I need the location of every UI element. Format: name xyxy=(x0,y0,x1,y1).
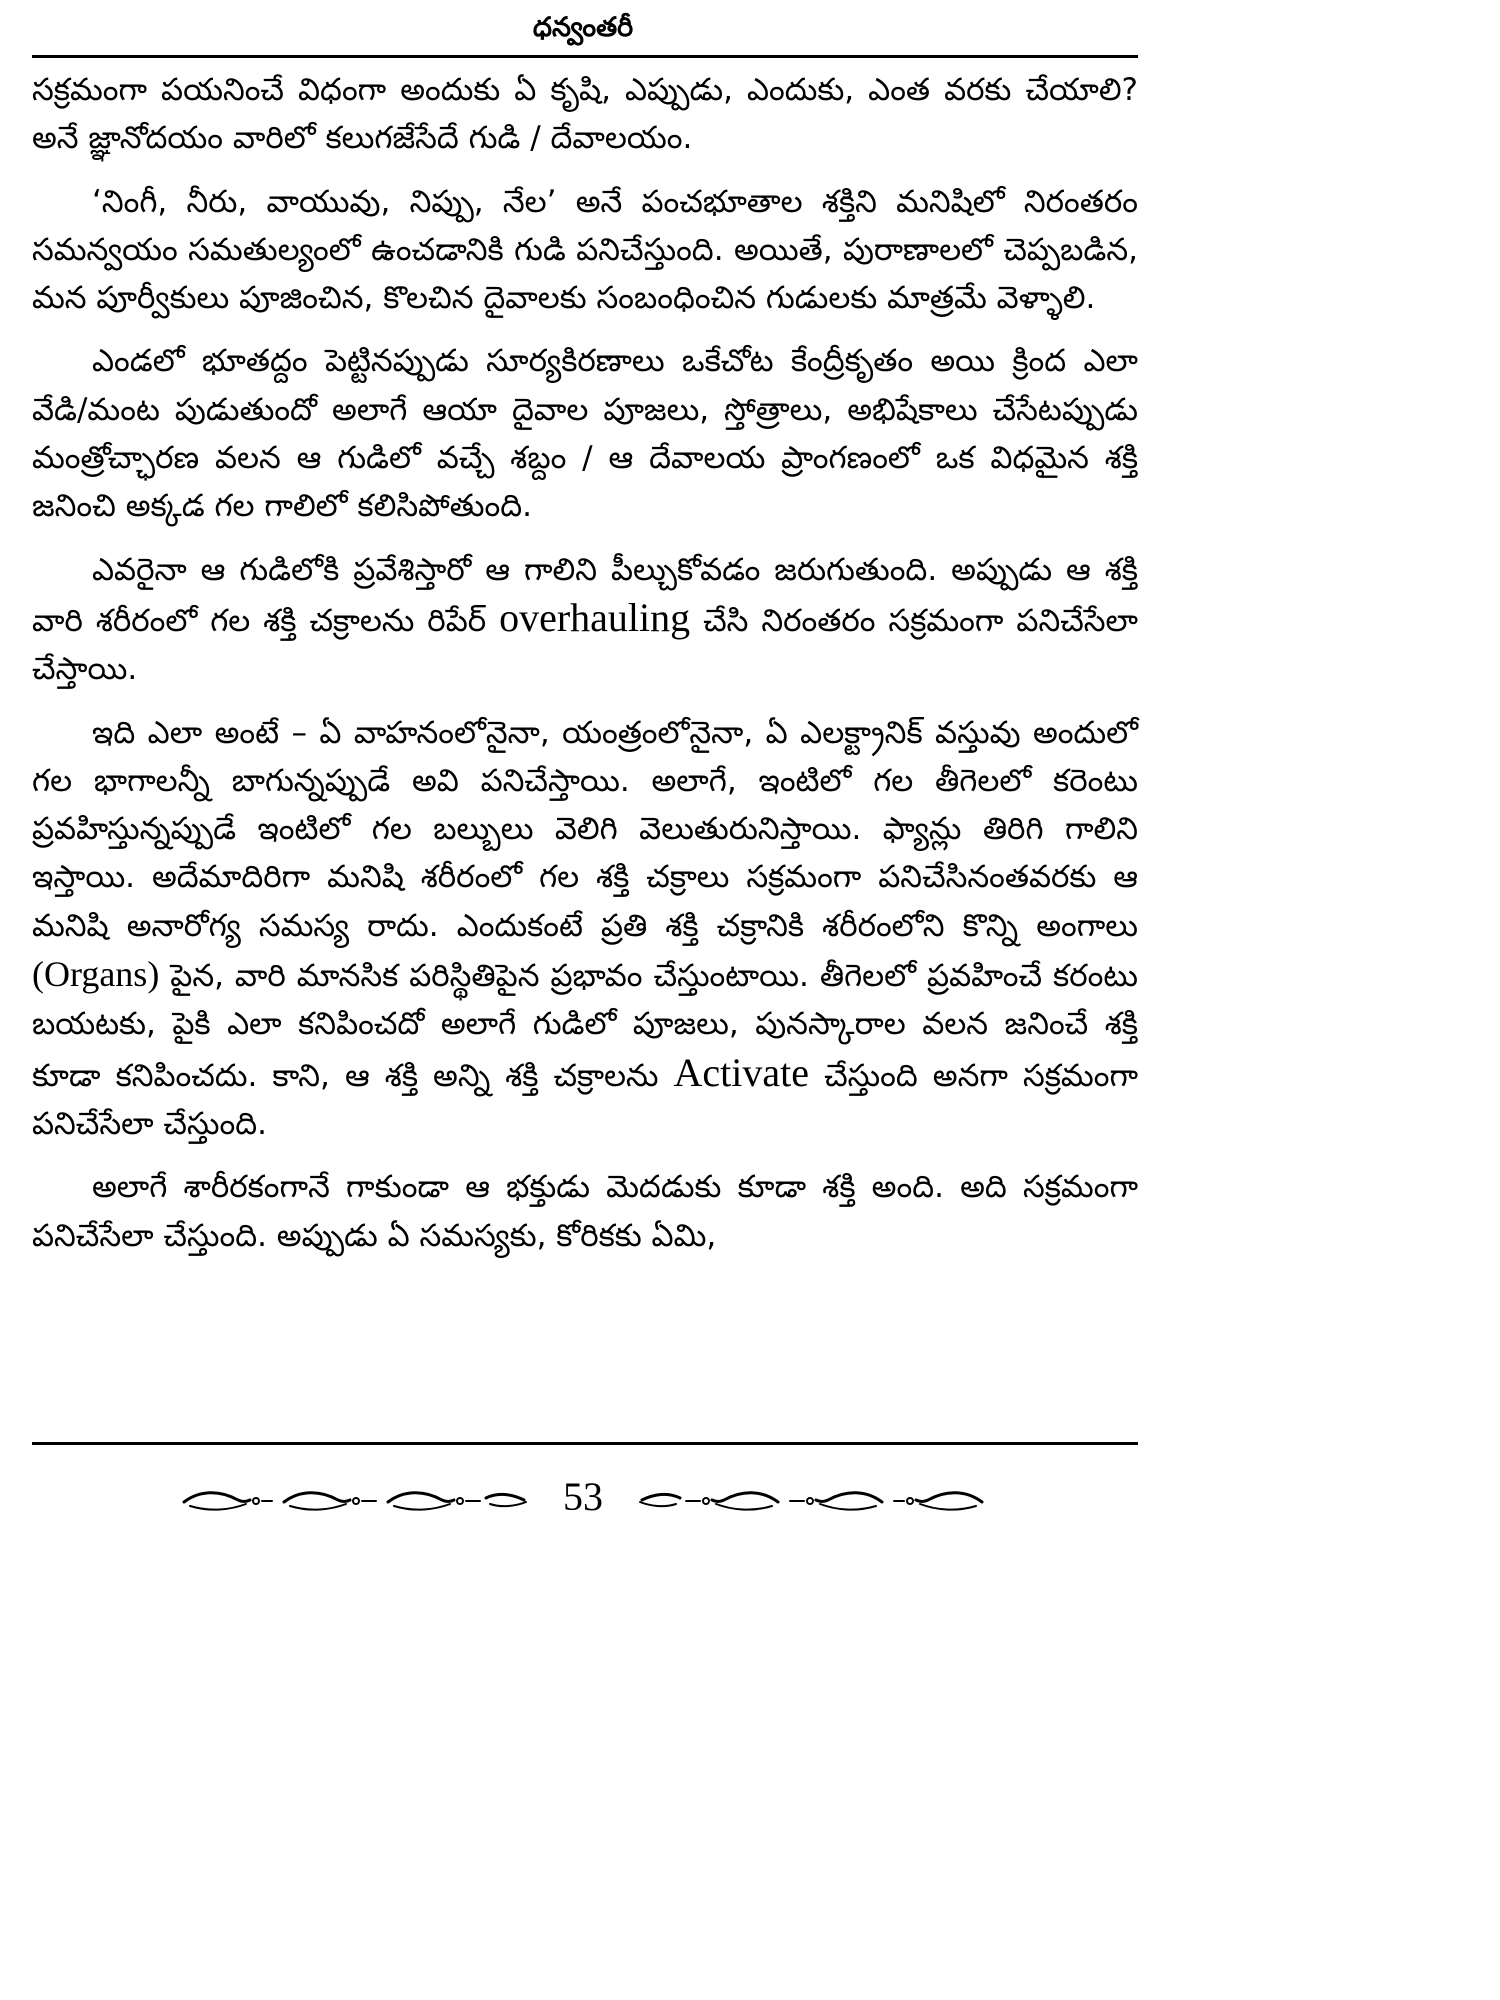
footer-rule xyxy=(32,1442,1138,1445)
paragraph-4-text-a: ఎవరైనా ఆ గుడిలోకి ప్రవేశిస్తారో ఆ గాలిని పీల్చుకోవడం జరుగుతుంది. అప్పుడు ఆ శక్తి వారి శరీరంలో గల శక్తి చక్రాలను రిపేర్ xyxy=(32,551,1138,639)
paragraph-5-text-a: ఇది ఎలా అంటే – ఏ వాహనంలోనైనా, యంత్రంలోనైనా, ఏ ఎలక్ట్రానిక్ వస్తువు అందులో గల భాగాలన్నీ బాగున్నప్పుడే అవి పనిచేస్తాయి. అలాగే, ఇంటిలో గల తీగెలలో కరెంటు ప్రవహిస్తున్నప్పుడే ఇంటిలో గల బల్బులు వెలిగి వెలుతురునిస్తాయి. ఫ్యాన్లు తిరిగి గాలిని ఇస్తాయి. అదేమాదిరిగా మనిషి శరీరంలో గల శక్తి చక్రాలు సక్రమంగా పనిచేసినంతవరకు ఆ మనిషి అనారోగ్య సమస్య రాదు. ఎందుకంటే ప్రతి శక్తి చక్రానికి శరీరంలోని కొన్ని అంగాలు xyxy=(32,714,1138,944)
paragraph-3: ఎండలో భూతద్దం పెట్టినప్పుడు సూర్యకిరణాలు ఒకేచోట కేంద్రీకృతం అయి క్రింద ఎలా వేడి/మంట పుడుతుందో అలాగే ఆయా దైవాల పూజలు, స్తోత్రాలు, అభిషేకాలు చేసేటప్పుడు మంత్రోచ్ఛారణ వలన ఆ గుడిలో వచ్చే శబ్దం / ఆ దేవాలయ ప్రాంగణంలో ఒక విధమైన శక్తి జనించి అక్కడ గల గాలిలో కలిసిపోతుంది. xyxy=(32,343,1138,525)
page-number: 53 xyxy=(563,1474,603,1519)
page-footer xyxy=(0,1470,1166,1530)
paragraph-5 xyxy=(32,709,1138,1149)
header-rule xyxy=(32,55,1138,58)
paragraph-4-text-b: చేసి నిరంతరం సక్రమంగా పనిచేసేలా చేస్తాయి. xyxy=(32,602,1138,688)
right-flourish-ornament-icon xyxy=(626,1484,986,1518)
running-title: ధన్వంతరీ xyxy=(532,12,634,43)
page-body xyxy=(32,66,1138,1275)
paragraph-2: ‘నింగీ, నీరు, వాయువు, నిప్పు, నేల’ అనే పంచభూతాల శక్తిని మనిషిలో నిరంతరం సమన్వయం సమతుల్యంలో ఉంచడానికి గుడి పనిచేస్తుంది. అయితే, పురాణాలలో చెప్పబడిన, మన పూర్వీకులు పూజించిన, కొలచిన దైవాలకు సంబంధించిన గుడులకు మాత్రమే వెళ్ళాలి. xyxy=(32,183,1138,317)
paragraph-1: సక్రమంగా పయనించే విధంగా అందుకు ఏ కృషి, ఎప్పుడు, ఎందుకు, ఎంత వరకు చేయాలి? అనే జ్ఞానోదయం వారిలో కలుగజేసేదే గుడి / దేవాలయం. xyxy=(32,72,1138,157)
paragraph-4 xyxy=(32,546,1138,694)
english-term-overhauling: overhauling xyxy=(499,594,691,640)
paragraph-5-text-b: పైన, వారి మానసిక పరిస్థితిపైన ప్రభావం చేస్తుంటాయి. తీగెలలో ప్రవహించే కరంటు బయటకు, పైకి ఎలా కనిపించదో అలాగే గుడిలో పూజలు, పునస్కారాల వలన జనించే శక్తి కూడా కనిపించదు. కాని, ఆ శక్తి అన్ని శక్తి చక్రాలను xyxy=(32,958,1138,1094)
left-flourish-ornament-icon xyxy=(180,1484,540,1518)
paragraph-6: అలాగే శారీరకంగానే గాకుండా ఆ భక్తుడు మెదడుకు కూడా శక్తి అంది. అది సక్రమంగా పనిచేసేలా చేస్తుంది. అప్పుడు ఏ సమస్యకు, కోరికకు ఏమి, xyxy=(32,1169,1138,1254)
english-term-activate: Activate xyxy=(673,1049,810,1095)
paragraph-5-text-c: చేస్తుంది అనగా సక్రమంగా పనిచేసేలా చేస్తుంది. xyxy=(32,1057,1138,1142)
english-term-organs: (Organs) xyxy=(32,954,160,995)
